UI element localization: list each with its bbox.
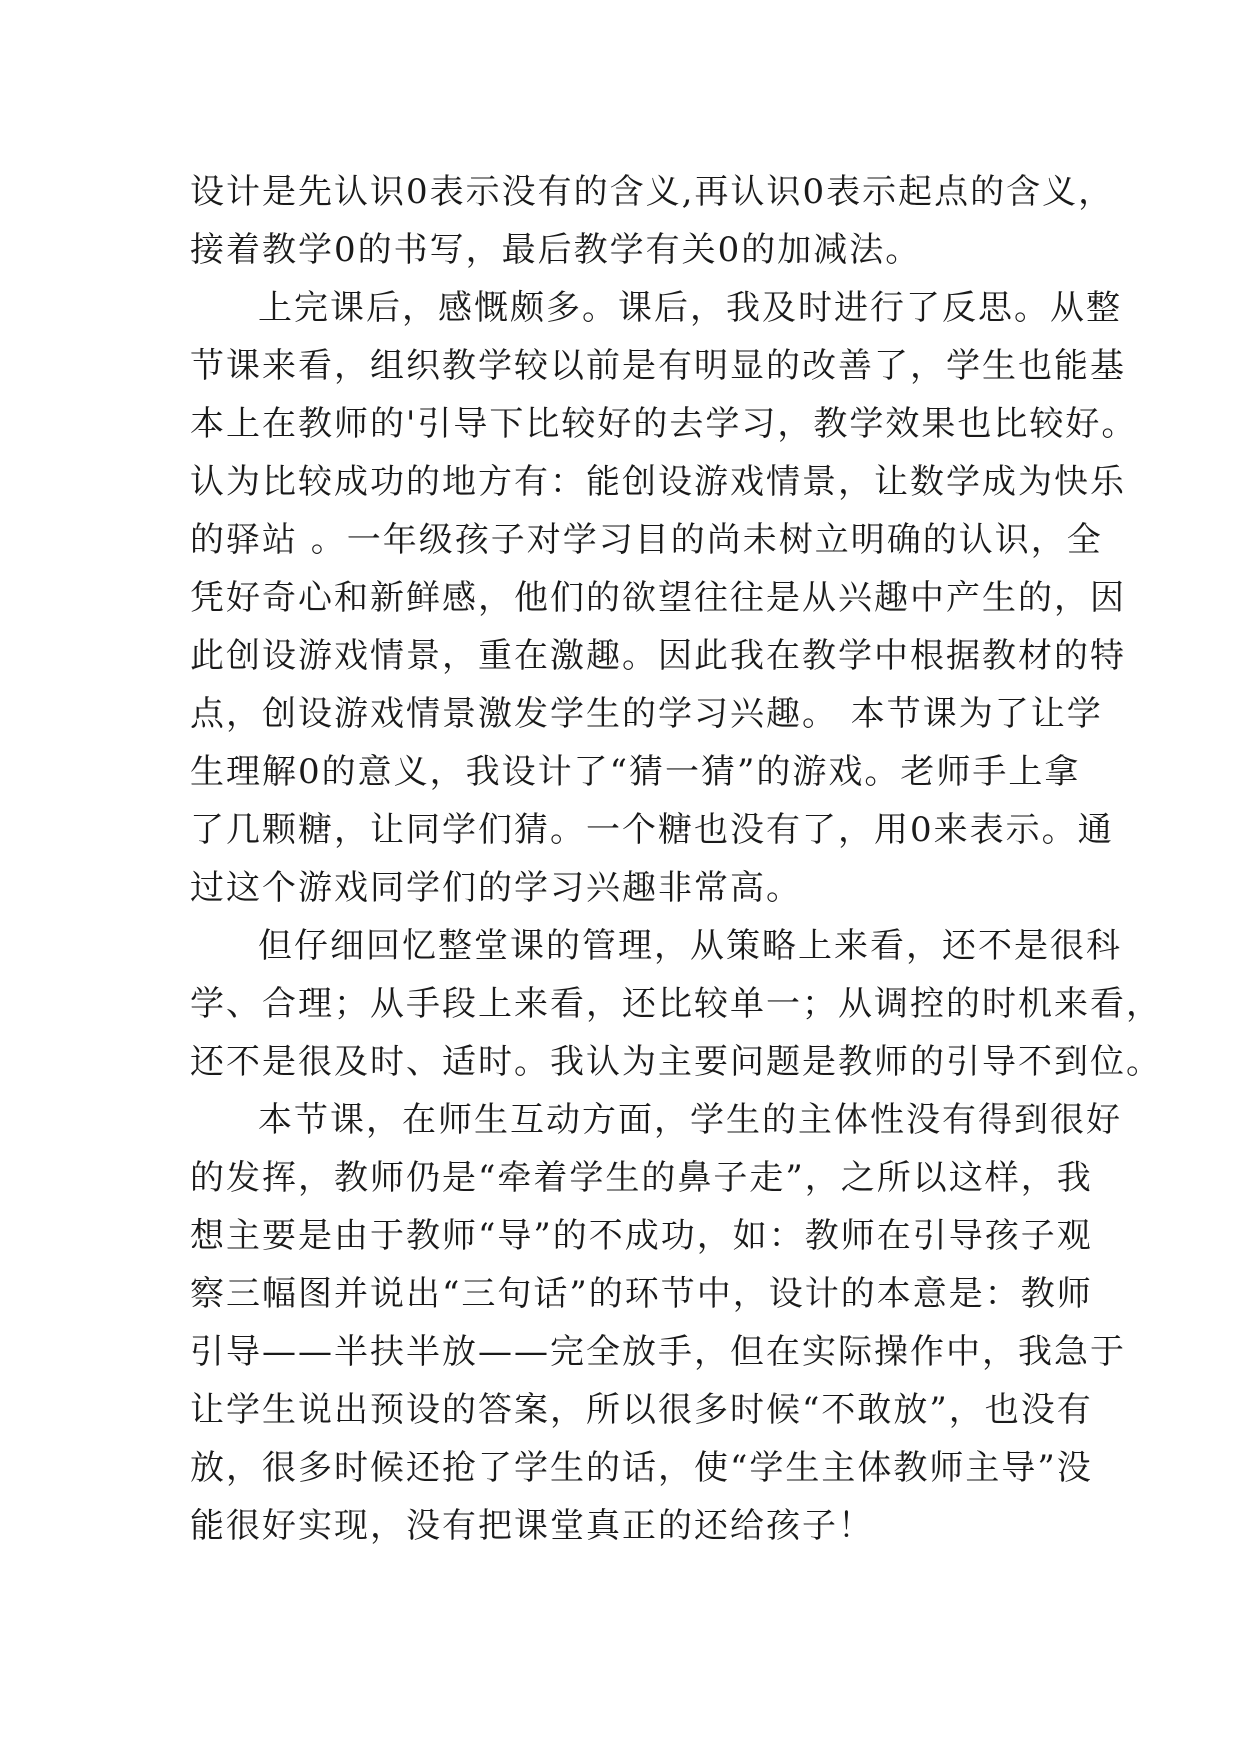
text-line: 让学生说出预设的答案，所以很多时候“不敢放”，也没有	[190, 1390, 1093, 1430]
text-line: 节课来看，组织教学较以前是有明显的改善了，学生也能基	[190, 346, 1126, 386]
text-line: 生理解0的意义，我设计了“猜一猜”的游戏。老师手上拿	[190, 752, 1081, 792]
text-line: 本上在教师的'引导下比较好的去学习，教学效果也比较好。	[190, 404, 1138, 444]
text-line: 了几颗糖，让同学们猜。一个糖也没有了，用0来表示。通	[190, 810, 1114, 850]
text-line: 设计是先认识0表示没有的含义,再认识0表示起点的含义，	[190, 172, 1115, 212]
text-line: 过这个游戏同学们的学习兴趣非常高。	[190, 868, 802, 908]
text-line: 此创设游戏情景，重在激趣。因此我在教学中根据教材的特	[190, 636, 1126, 676]
text-line: 本节课，在师生互动方面，学生的主体性没有得到很好	[258, 1100, 1122, 1140]
text-line: 认为比较成功的地方有：能创设游戏情景，让数学成为快乐	[190, 462, 1126, 502]
text-line: 放，很多时候还抢了学生的话，使“学生主体教师主导”没	[190, 1448, 1093, 1488]
text-line: 察三幅图并说出“三句话”的环节中，设计的本意是：教师	[190, 1274, 1093, 1314]
body-text	[190, 163, 1162, 1555]
text-line: 点，创设游戏情景激发学生的学习兴趣。 本节课为了让学	[190, 694, 1103, 734]
text-line: 能很好实现，没有把课堂真正的还给孩子！	[190, 1506, 874, 1546]
text-line: 还不是很及时、适时。我认为主要问题是教师的引导不到位。	[190, 1042, 1162, 1082]
text-line: 的发挥，教师仍是“牵着学生的鼻子走”，之所以这样，我	[190, 1158, 1093, 1198]
text-line: 引导——半扶半放——完全放手，但在实际操作中，我急于	[190, 1332, 1126, 1372]
text-line: 接着教学0的书写，最后教学有关0的加减法。	[190, 230, 922, 270]
text-line: 想主要是由于教师“导”的不成功，如：教师在引导孩子观	[190, 1216, 1093, 1256]
text-line: 的驿站 。一年级孩子对学习目的尚未树立明确的认识，全	[190, 520, 1103, 560]
text-line: 上完课后，感慨颇多。课后，我及时进行了反思。从整	[258, 288, 1122, 328]
text-line: 学、合理；从手段上来看，还比较单一；从调控的时机来看，	[190, 984, 1162, 1024]
text-line: 凭好奇心和新鲜感，他们的欲望往往是从兴趣中产生的，因	[190, 578, 1126, 618]
text-line: 但仔细回忆整堂课的管理，从策略上来看，还不是很科	[258, 926, 1122, 966]
